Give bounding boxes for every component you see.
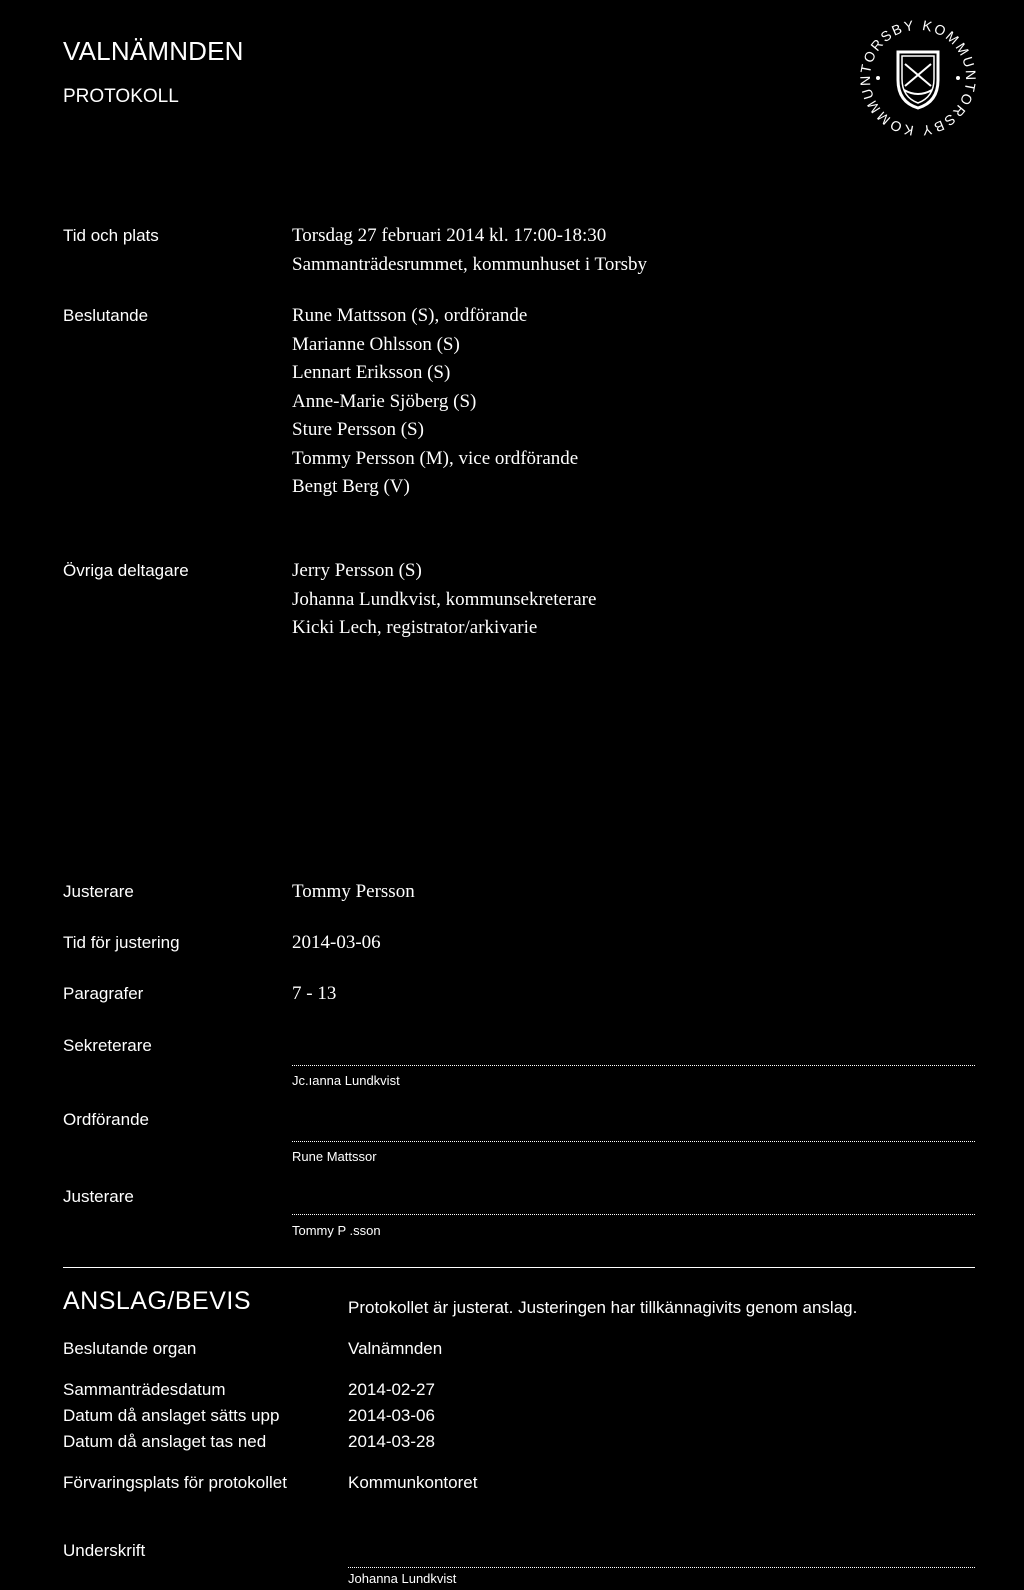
deciding-label: Beslutande [63,306,149,325]
organ-value: Valnämnden [348,1339,443,1358]
removed-date-value: 2014-03-28 [348,1432,435,1451]
others-label: Övriga deltagare [63,561,189,580]
paragraphs-label: Paragrafer [63,984,144,1003]
member-item: Tommy Persson (M), vice ordförande [292,447,579,469]
bevis-title: ANSLAG/BEVIS [63,1287,252,1315]
others-list [292,557,596,643]
storage-label: Förvaringsplats för protokollet [63,1473,287,1492]
secretary-signature-line [292,1065,975,1066]
adjuster-name: Tommy P .sson [292,1223,381,1238]
adjust-time-value: 2014-03-06 [292,932,381,953]
member-item: Lennart Eriksson (S) [292,362,451,383]
meeting-date-label: Sammanträdesdatum [63,1380,226,1399]
participant-item: Johanna Lundkvist, kommunsekreterare [292,588,597,610]
svg-text:TORSBY KOMMUN: TORSBY KOMMUN [856,73,979,140]
participant-item: Jerry Persson (S) [292,560,422,581]
member-item: Rune Mattsson (S), ordförande [292,305,528,326]
secretary-label: Sekreterare [63,1036,152,1055]
time-place-value [292,222,647,279]
paragraphs-value: 7 - 13 [292,983,337,1004]
member-item: Marianne Ohlsson (S) [292,333,460,355]
member-item: Bengt Berg (V) [292,476,410,497]
adjuster-value: Tommy Persson [292,881,415,902]
posted-date-value: 2014-03-06 [348,1406,435,1425]
document-type: PROTOKOLL [63,86,179,107]
bevis-signature-name: Johanna Lundkvist [348,1571,457,1586]
municipality-seal-icon [848,8,988,148]
adjust-time-label: Tid för justering [63,933,180,952]
deciding-members-list [292,302,578,502]
signature-label: Underskrift [63,1541,146,1560]
organ-label: Beslutande organ [63,1339,197,1358]
bevis-signature-line [348,1567,975,1568]
place-line: Sammanträdesrummet, kommunhuset i Torsby [292,253,648,275]
chair-label: Ordförande [63,1110,149,1129]
adjuster-signature-line [292,1214,975,1215]
svg-text:TORSBY KOMMUN: TORSBY KOMMUN [857,16,980,83]
adjuster-sign-label: Justerare [63,1187,134,1206]
secretary-name: Jc.ıanna Lundkvist [292,1073,400,1088]
participant-item: Kicki Lech, registrator/arkivarie [292,617,538,638]
chair-name: Rune Mattssor [292,1149,377,1164]
committee-title: VALNÄMNDEN [63,36,244,66]
chair-signature-line [292,1141,975,1142]
bevis-statement: Protokollet är justerat. Justeringen har tillkännagivits genom anslag. [348,1298,858,1317]
time-place-label: Tid och plats [63,226,159,245]
meeting-date-value: 2014-02-27 [348,1380,435,1399]
time-line: Torsdag 27 februari 2014 kl. 17:00-18:30 [292,225,607,246]
storage-value: Kommunkontoret [348,1473,478,1492]
removed-date-label: Datum då anslaget tas ned [63,1432,267,1451]
member-item: Sture Persson (S) [292,419,424,440]
member-item: Anne-Marie Sjöberg (S) [292,390,477,412]
adjuster-label: Justerare [63,882,134,901]
section-divider [63,1267,975,1268]
posted-date-label: Datum då anslaget sätts upp [63,1406,280,1425]
